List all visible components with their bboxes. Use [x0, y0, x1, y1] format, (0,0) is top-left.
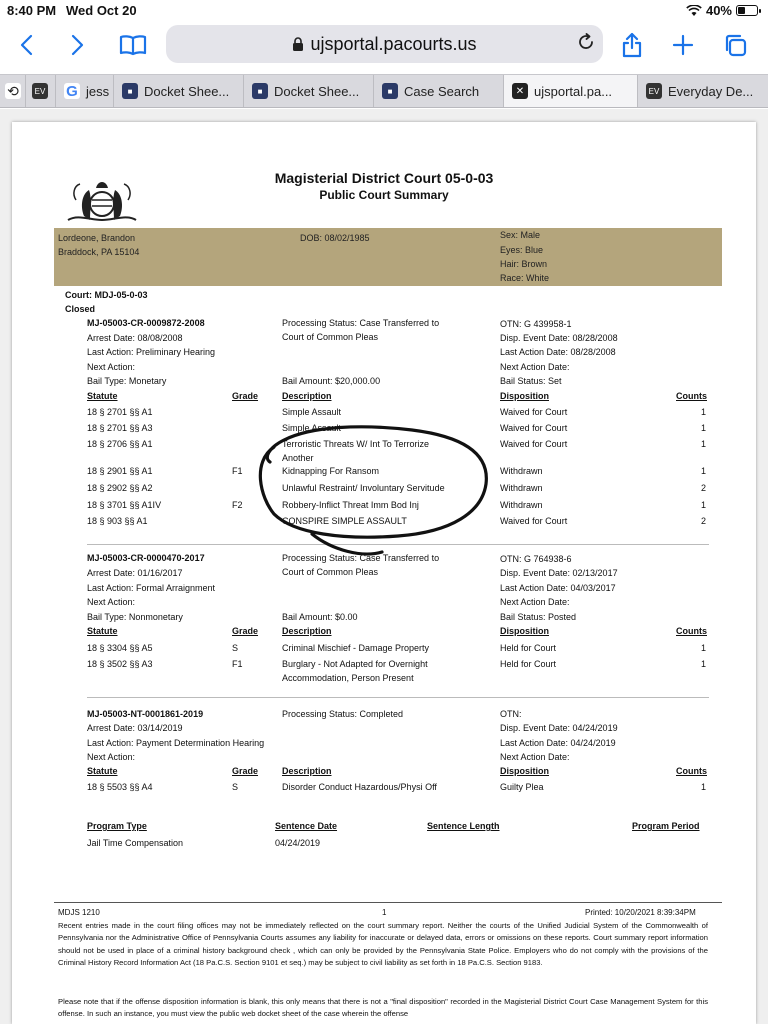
charge-statute: 18 § 3701 §§ A1IV [87, 500, 162, 510]
charge-disposition: Waived for Court [500, 516, 568, 526]
tab-label: Docket Shee... [274, 83, 360, 99]
disposition-header: Disposition [500, 766, 549, 776]
charge-statute: 18 § 2706 §§ A1 [87, 439, 153, 449]
processing-status-cont: Court of Common Pleas [282, 332, 379, 342]
tab-0[interactable] [0, 75, 26, 107]
tab-3[interactable] [114, 75, 244, 107]
disp-event-date: Disp. Event Date: 02/13/2017 [500, 568, 618, 578]
charge-counts: 1 [701, 423, 707, 433]
docket-number: MJ-05003-NT-0001861-2019 [87, 709, 204, 719]
charge-grade: S [232, 643, 239, 653]
divider [87, 697, 709, 698]
charge-disposition: Waived for Court [500, 423, 568, 433]
back-tab-icon: ⟲ [5, 83, 21, 99]
chevron-right-icon [69, 34, 85, 56]
charge-counts: 2 [701, 483, 707, 493]
charge-statute: 18 § 2902 §§ A2 [87, 483, 153, 493]
charge-disposition: Waived for Court [500, 407, 568, 417]
disposition-header: Disposition [500, 391, 549, 401]
chevron-left-icon [19, 34, 35, 56]
last-action-date: Last Action Date: 04/24/2019 [500, 738, 616, 748]
tab-label: ujsportal.pa... [534, 83, 613, 99]
address-bar[interactable] [166, 25, 603, 63]
charge-disposition: Held for Court [500, 643, 557, 653]
battery-percent: 40% [705, 3, 732, 18]
grade-header: Grade [232, 391, 259, 401]
status-bar [0, 0, 768, 22]
wifi-icon [686, 5, 702, 17]
defendant-dob: DOB: 08/02/1985 [300, 233, 370, 243]
charge-description: Kidnapping For Ransom [282, 466, 380, 476]
grade-header: Grade [232, 766, 259, 776]
arrest-date: Arrest Date: 01/16/2017 [87, 568, 183, 578]
charge-counts: 1 [701, 407, 707, 417]
tabs-icon [723, 33, 747, 57]
charge-description: Simple Assault [282, 407, 342, 417]
counts-header: Counts [676, 391, 707, 401]
charge-statute: 18 § 2701 §§ A1 [87, 407, 153, 417]
bail-status: Bail Status: Posted [500, 612, 577, 622]
status-indicators [686, 3, 758, 18]
charge-description: Terroristic Threats W/ Int To Terrorize [282, 439, 430, 449]
last-action-date: Last Action Date: 04/03/2017 [500, 583, 616, 593]
tab-2[interactable] [56, 75, 114, 107]
charge-grade: S [232, 782, 239, 792]
disposition-header: Disposition [500, 626, 549, 636]
bail-status: Bail Status: Set [500, 376, 562, 386]
next-action: Next Action: [87, 362, 136, 372]
tab-6[interactable] [504, 75, 638, 107]
court-summary-document [12, 122, 756, 1024]
charge-description-cont: Another [282, 453, 314, 463]
otn: OTN: [500, 709, 522, 719]
site-favicon: ■ [122, 83, 138, 99]
charge-disposition: Held for Court [500, 659, 557, 669]
next-action-date: Next Action Date: [500, 752, 570, 762]
status-time: 8:40 PM [7, 3, 57, 18]
forward-button[interactable] [62, 30, 92, 60]
google-icon: G [64, 83, 80, 99]
court-title: Magisterial District Court 05-0-03 [274, 170, 494, 186]
tab-4[interactable] [244, 75, 374, 107]
battery-icon [736, 5, 758, 16]
disp-event-date: Disp. Event Date: 08/28/2008 [500, 333, 618, 343]
reload-button[interactable] [577, 33, 595, 56]
charge-statute: 18 § 5503 §§ A4 [87, 782, 153, 792]
battery-fill [738, 7, 745, 14]
charge-description: Simple Assault [282, 423, 342, 433]
lock-icon [292, 37, 304, 52]
statute-header: Statute [87, 766, 118, 776]
charge-description: CONSPIRE SIMPLE ASSAULT [282, 516, 407, 526]
defendant-sex: Sex: Male [500, 230, 541, 240]
next-action-date: Next Action Date: [500, 597, 570, 607]
tab-label: Case Search [404, 83, 480, 99]
next-action-date: Next Action Date: [500, 362, 570, 372]
bail-amount: Bail Amount: $0.00 [282, 612, 358, 622]
court-subtitle: Public Court Summary [319, 188, 449, 202]
description-header: Description [282, 391, 332, 401]
charge-disposition: Waived for Court [500, 439, 568, 449]
charge-statute: 18 § 3502 §§ A3 [87, 659, 153, 669]
counts-header: Counts [676, 766, 707, 776]
processing-status-cont: Court of Common Pleas [282, 567, 379, 577]
description-header: Description [282, 626, 332, 636]
tab-7[interactable] [638, 75, 768, 107]
arrest-date: Arrest Date: 03/14/2019 [87, 723, 183, 733]
sentence-date-header: Sentence Date [275, 821, 338, 831]
charge-counts: 1 [701, 643, 707, 653]
description-header: Description [282, 766, 332, 776]
bail-type: Bail Type: Monetary [87, 376, 167, 386]
charge-counts: 1 [701, 466, 707, 476]
program-type: Jail Time Compensation [87, 838, 184, 848]
share-button[interactable] [617, 30, 647, 60]
charge-grade: F1 [232, 466, 243, 476]
charge-grade: F2 [232, 500, 243, 510]
defendant-address: Braddock, PA 15104 [58, 247, 140, 257]
new-tab-button[interactable] [668, 30, 698, 60]
charge-counts: 1 [701, 659, 707, 669]
bail-type: Bail Type: Nonmonetary [87, 612, 183, 622]
defendant-name: Lordeone, Brandon [58, 233, 136, 243]
charge-description-cont: Accommodation, Person Present [282, 673, 414, 683]
program-period-header: Program Period [632, 821, 700, 831]
charge-disposition: Guilty Plea [500, 782, 544, 792]
disposition-note-paragraph: Please note that if the offense disposition information is blank, this only means that there is not a "final disposition" recorded in the Magisterial District Court Case Management System for this offense. In such an instance, you must view the public web docket sheet of the case wherein the offense [58, 997, 708, 1019]
tab-1[interactable] [26, 75, 56, 107]
program-type-header: Program Type [87, 821, 147, 831]
charge-counts: 1 [701, 782, 707, 792]
sentence-length-header: Sentence Length [427, 821, 500, 831]
page-number: 1 [382, 908, 387, 917]
last-action: Last Action: Preliminary Hearing [87, 347, 216, 357]
last-action: Last Action: Payment Determination Hearing [87, 738, 265, 748]
next-action: Next Action: [87, 597, 136, 607]
charge-disposition: Withdrawn [500, 466, 543, 476]
charge-statute: 18 § 903 §§ A1 [87, 516, 148, 526]
charge-description: Unlawful Restraint/ Involuntary Servitude [282, 483, 445, 493]
charge-statute: 18 § 2701 §§ A3 [87, 423, 153, 433]
site-favicon: EV [646, 83, 662, 99]
docket-number: MJ-05003-CR-0000470-2017 [87, 553, 205, 563]
arrest-date: Arrest Date: 08/08/2008 [87, 333, 183, 343]
charge-description: Disorder Conduct Hazardous/Physi Off [282, 782, 437, 792]
charge-counts: 2 [701, 516, 707, 526]
defendant-hair: Hair: Brown [500, 259, 548, 269]
court-status: Closed [65, 304, 96, 314]
form-number: MDJS 1210 [58, 908, 100, 917]
charge-counts: 1 [701, 500, 707, 510]
bookmarks-button[interactable] [116, 30, 150, 60]
tab-label: Everyday De... [668, 83, 754, 99]
site-favicon: EV [32, 83, 48, 99]
otn: OTN: G 764938-6 [500, 554, 572, 564]
sentence-date: 04/24/2019 [275, 838, 321, 848]
charge-disposition: Withdrawn [500, 500, 543, 510]
tab-5[interactable] [374, 75, 504, 107]
plus-icon [672, 34, 694, 56]
disp-event-date: Disp. Event Date: 04/24/2019 [500, 723, 618, 733]
processing-status: Processing Status: Case Transferred to [282, 318, 440, 328]
reload-icon [577, 33, 595, 51]
defendant-eyes: Eyes: Blue [500, 245, 544, 255]
back-button[interactable] [12, 30, 42, 60]
printed-timestamp: Printed: 10/20/2021 8:39:34PM [585, 908, 696, 917]
status-date: Wed Oct 20 [66, 3, 137, 18]
grade-header: Grade [232, 626, 259, 636]
divider [87, 544, 709, 545]
bail-amount: Bail Amount: $20,000.00 [282, 376, 381, 386]
site-favicon: ■ [382, 83, 398, 99]
processing-status: Processing Status: Completed [282, 709, 404, 719]
charge-description: Burglary - Not Adapted for Overnight [282, 659, 428, 669]
counts-header: Counts [676, 626, 707, 636]
docket-number: MJ-05003-CR-0009872-2008 [87, 318, 205, 328]
tabs-overview-button[interactable] [720, 30, 750, 60]
charge-description: Robbery-Inflict Threat Imm Bod Inj [282, 500, 419, 510]
court-id: Court: MDJ-05-0-03 [65, 290, 148, 300]
last-action-date: Last Action Date: 08/28/2008 [500, 347, 616, 357]
charge-counts: 1 [701, 439, 707, 449]
last-action: Last Action: Formal Arraignment [87, 583, 216, 593]
charge-description: Criminal Mischief - Damage Property [282, 643, 430, 653]
charge-statute: 18 § 2901 §§ A1 [87, 466, 153, 476]
statute-header: Statute [87, 626, 118, 636]
share-icon [622, 32, 642, 58]
otn: OTN: G 439958-1 [500, 319, 572, 329]
disclaimer-paragraph: Recent entries made in the court filing offices may not be immediately reflected on the court summary report. Neither the courts of the Unified Judicial System of the Commonwealth of Pennsylvania nor the Administrative Office of Pennsylvania Courts assumes any liability for inaccurate or delayed data, errors or omissions on these reports. Court summary report information should not be used in place of a criminal history background check , which can only be provided by the Pennsylvania State Police. Employers who do not comply with the provisions of the Criminal History Record Information Act (18 Pa.C.S. Section 9101 et seq.) may be subject to civil liability as set forth in 18 Pa.C.S. Section 9183. [58, 921, 708, 967]
site-favicon: ■ [252, 83, 268, 99]
defendant-race: Race: White [500, 273, 550, 283]
processing-status: Processing Status: Case Transferred to [282, 553, 440, 563]
charge-statute: 18 § 3304 §§ A5 [87, 643, 153, 653]
book-icon [119, 34, 147, 56]
tab-label: jess [86, 83, 110, 99]
statute-header: Statute [87, 391, 118, 401]
defendant-header [54, 228, 722, 286]
tab-bar [0, 74, 768, 108]
browser-toolbar [0, 22, 768, 70]
tab-label: Docket Shee... [144, 83, 230, 99]
charge-disposition: Withdrawn [500, 483, 543, 493]
close-icon[interactable]: ✕ [512, 83, 528, 99]
next-action: Next Action: [87, 752, 136, 762]
charge-grade: F1 [232, 659, 243, 669]
footer-divider [54, 902, 722, 903]
address-url: ujsportal.pacourts.us [310, 33, 477, 54]
